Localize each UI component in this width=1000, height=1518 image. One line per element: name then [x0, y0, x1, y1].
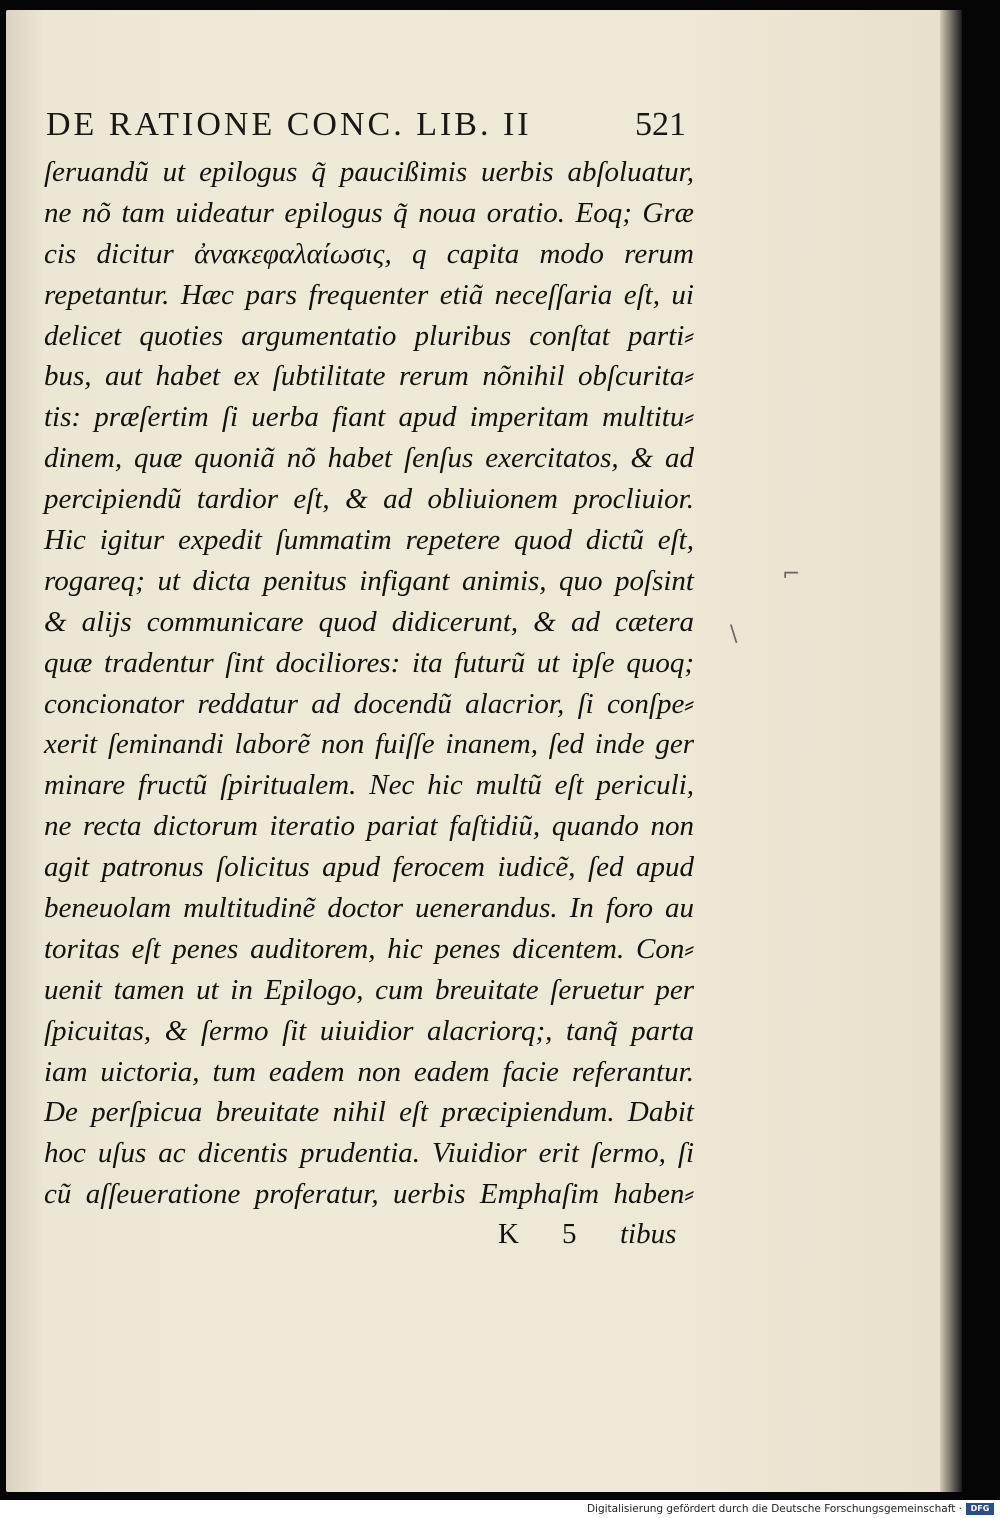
- signature-line: [498, 1218, 688, 1254]
- text-line: ne nõ tam uideatur epilogus q̃ noua oratio. Eoq; Græ: [44, 196, 694, 229]
- digitization-credit: Digitalisierung gefördert durch die Deutsche Forschungsgemeinschaft ·: [586, 1503, 962, 1515]
- text-line: repetantur. Hæc pars frequenter etiã neceſſaria eſt, ui: [44, 278, 694, 311]
- text-line: uenit tamen ut in Epilogo, cum breuitate ſeruetur per: [44, 973, 694, 1006]
- text-line: concionator reddatur ad docendũ alacrior, ſi conſpe⸗: [44, 687, 694, 720]
- page-header: [46, 106, 686, 146]
- text-line: delicet quoties argumentatio pluribus conſtat parti⸗: [44, 319, 694, 352]
- catchword: tibus: [620, 1218, 677, 1250]
- text-line: ſpicuitas, & ſermo ſit uiuidior alacriorq;, tanq̃ parta: [44, 1014, 694, 1047]
- stray-ink-mark: \: [730, 622, 738, 647]
- text-line: ne recta dictorum iteratio pariat faſtidiũ, quando non: [44, 810, 694, 843]
- dfg-logo: DFG: [966, 1503, 994, 1515]
- text-line: bus, aut habet ex ſubtilitate rerum nõnihil obſcurita⸗: [44, 360, 694, 393]
- text-line: agit patronus ſolicitus apud ferocem iudicẽ, ſed apud: [44, 851, 694, 884]
- text-line: tis: præſertim ſi uerba fiant apud imperitam multitu⸗: [44, 401, 694, 434]
- running-title: DE RATIONE CONC. LIB. II: [46, 106, 532, 143]
- text-line: dinem, quæ quoniã nõ habet ſenſus exercitatos, & ad: [44, 442, 694, 475]
- signature-number: 5: [562, 1218, 577, 1250]
- body-text: [44, 152, 694, 1215]
- signature-mark: K: [498, 1218, 519, 1250]
- stray-ink-mark: ⌐: [782, 562, 801, 587]
- text-line: Hic igitur expedit ſummatim repetere quod dictũ eſt,: [44, 524, 694, 557]
- text-line: xerit ſeminandi laborẽ non fuiſſe inanem, ſed inde ger: [44, 728, 694, 761]
- text-line: beneuolam multitudinẽ doctor uenerandus. In foro au: [44, 892, 694, 925]
- text-line: iam uictoria, tum eadem non eadem facie referantur.: [44, 1055, 694, 1088]
- text-line: rogareq; ut dicta penitus infigant animis, quo poſsint: [44, 564, 694, 597]
- text-line: toritas eſt penes auditorem, hic penes dicentem. Con⸗: [44, 932, 694, 965]
- text-line: percipiendũ tardior eſt, & ad obliuionem procliuior.: [44, 483, 694, 516]
- text-line: quæ tradentur ſint dociliores: ita futurũ ut ipſe quoq;: [44, 646, 694, 679]
- text-line: ſeruandũ ut epilogus q̃ paucißimis uerbis abſoluatur,: [44, 156, 694, 188]
- text-line: minare fructũ ſpiritualem. Nec hic multũ eſt periculi,: [44, 769, 694, 802]
- text-line: & alijs communicare quod didicerunt, & ad cætera: [44, 605, 694, 638]
- page-number: 521: [635, 106, 686, 143]
- text-line: De perſpicua breuitate nihil eſt præcipiendum. Dabit: [44, 1096, 694, 1129]
- text-line: cũ aſſeueratione proferatur, uerbis Emphaſim haben⸗: [44, 1178, 694, 1211]
- text-line: cis dicitur ἀνακεφαλαίωσις, q capita modo rerum: [44, 237, 694, 270]
- text-line: hoc uſus ac dicentis prudentia. Viuidior erit ſermo, ſi: [44, 1137, 694, 1170]
- page-edge-shadow: [940, 10, 962, 1492]
